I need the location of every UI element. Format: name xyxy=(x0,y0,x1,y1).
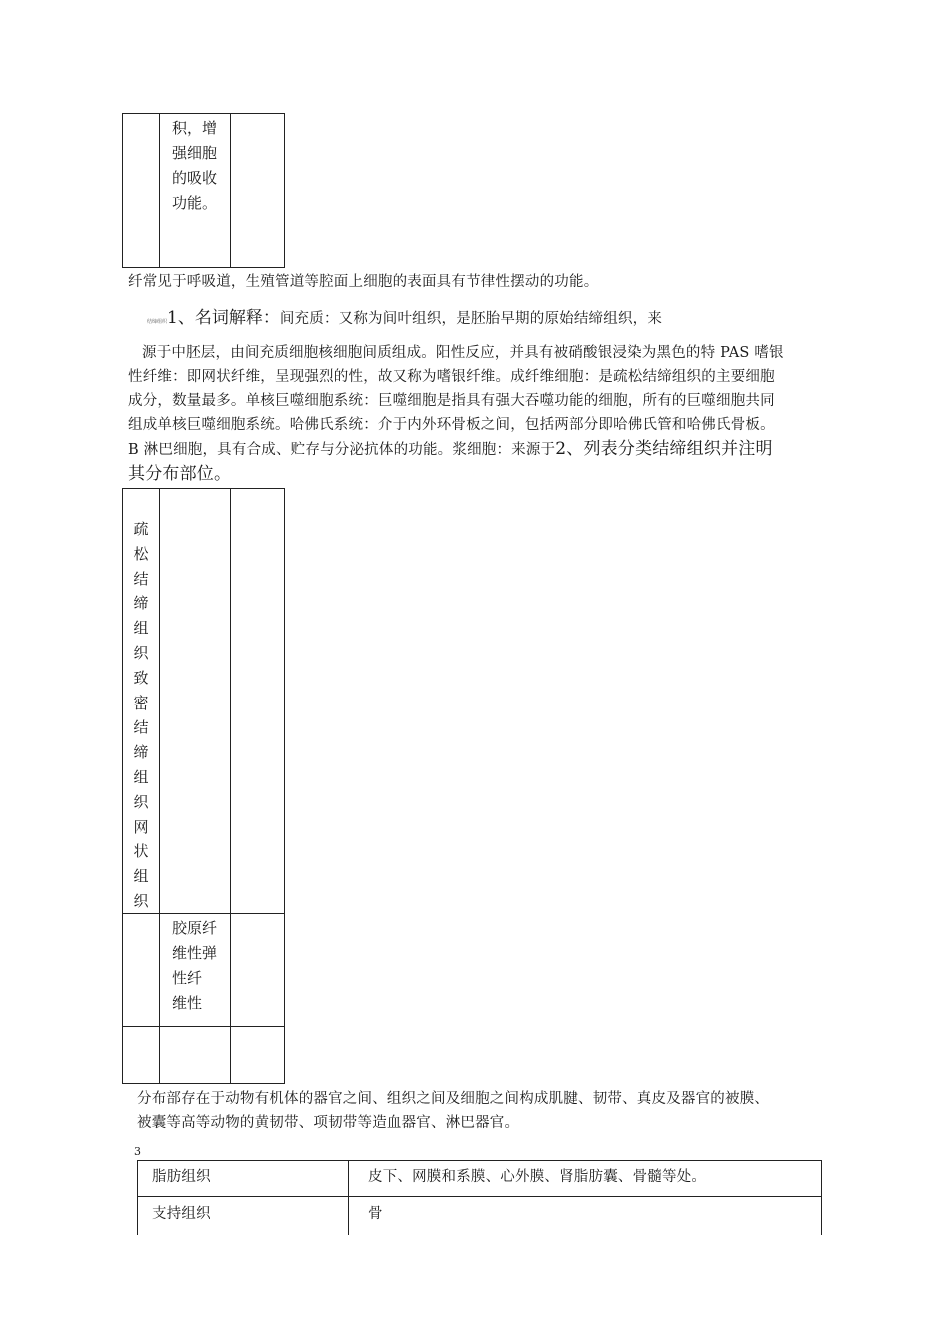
heading-rest: 间充质：又称为间叶组织，是胚胎早期的原始结缔组织，来 xyxy=(279,311,663,327)
table-2-divider-2 xyxy=(230,488,231,1084)
table-3-marker: 3 xyxy=(134,1145,141,1158)
table-1-divider-1 xyxy=(159,113,160,268)
definitions-line-4: 组成单核巨噬细胞系统。哈佛氏系统：介于内外环骨板之间，包括两部分即哈佛氏管和哈佛氏骨板。 xyxy=(128,417,775,433)
definitions-line-5 xyxy=(128,437,848,462)
definitions-line-2: 性纤维：即网状纤维，呈现强烈的性，故又称为嗜银纤维。成纤维细胞：是疏松结缔组织的主要细胞 xyxy=(128,369,775,385)
heading-title: 1、名词解释： xyxy=(167,308,280,328)
definitions-line-1: 源于中胚层，由间充质细胞核细胞间质组成。阳性反应，并具有被硝酸银浸染为黑色的特 PAS 嗜银 xyxy=(142,345,784,361)
table-3-mid-border xyxy=(137,1196,822,1197)
heading-tiny-label: 结缔组织 xyxy=(147,319,168,325)
table-3-top-border xyxy=(137,1160,822,1161)
fiber-types-cell: 胶原纤 维性弹 性纤 维性 xyxy=(172,919,218,1012)
heading-line xyxy=(147,303,847,331)
table-1-cell-text: 积，增 强细胞 的吸收 功能。 xyxy=(172,119,218,212)
table-3-right-border xyxy=(821,1160,822,1235)
definitions-line-5-start: B 淋巴细胞，具有合成、贮存与分泌抗体的功能。浆细胞：来源于 xyxy=(128,442,556,458)
table-2-row-line-2 xyxy=(122,1026,285,1027)
table-3-row-2-name: 支持组织 xyxy=(152,1206,211,1222)
table-3-col-divider xyxy=(348,1160,349,1235)
table-3-left-border xyxy=(137,1160,138,1235)
question-2-continuation: 其分布部位。 xyxy=(128,464,232,484)
distribution-line-2: 被囊等高等动物的黄韧带、项韧带等造血器官、淋巴器官。 xyxy=(137,1115,520,1131)
paragraph-cilia: 纤常见于呼吸道，生殖管道等腔面上细胞的表面具有节律性摆动的功能。 xyxy=(128,274,599,290)
question-2-start: 2、列表分类结缔组织并注明 xyxy=(555,439,773,459)
table-3-row-1-name: 脂肪组织 xyxy=(152,1169,211,1185)
table-1-divider-2 xyxy=(230,113,231,268)
definitions-line-3: 成分，数量最多。单核巨噬细胞系统：巨噬细胞是指具有强大吞噬功能的细胞，所有的巨噬细胞共同 xyxy=(128,393,775,409)
distribution-line-1: 分布部存在于动物有机体的器官之间、组织之间及细胞之间构成肌腱、韧带、真皮及器官的被膜、 xyxy=(137,1091,770,1107)
paragraph-distribution xyxy=(137,1087,837,1135)
table-3 xyxy=(137,1160,822,1235)
paragraph-definitions xyxy=(128,341,848,486)
table-3-row-2-location: 骨 xyxy=(368,1206,383,1222)
table-3-row-1-location: 皮下、网膜和系膜、心外膜、肾脂肪囊、骨髓等处。 xyxy=(368,1169,707,1185)
table-2-divider-1 xyxy=(159,488,160,1084)
tissue-types-vertical: 疏 松 结 缔 组 织 致 密 结 缔 组 织 网 状 组 织 xyxy=(133,520,149,910)
